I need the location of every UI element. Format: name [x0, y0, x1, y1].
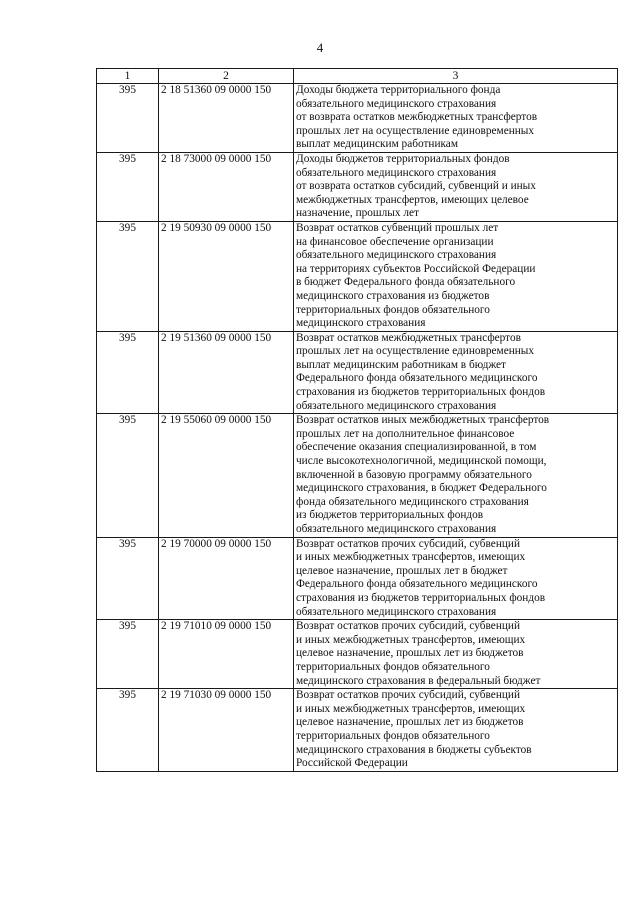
budget-code-cell: 2 18 73000 09 0000 150 — [159, 152, 294, 221]
income-name-line: медицинского страхования в бюджеты субъектов — [296, 743, 532, 756]
income-name-cell — [294, 414, 618, 537]
income-name-line: обязательного медицинского страхования — [296, 97, 497, 110]
income-name-line: медицинского страхования — [296, 317, 426, 330]
admin-code-cell: 395 — [97, 152, 159, 221]
budget-code-cell: 2 19 71010 09 0000 150 — [159, 620, 294, 689]
income-name-line: в бюджет Федерального фонда обязательного — [296, 276, 516, 289]
income-name-line: Доходы бюджетов территориальных фондов — [296, 152, 510, 165]
income-name-line: медицинского страхования, в бюджет Федерального — [296, 482, 547, 495]
income-name-cell — [294, 537, 618, 620]
budget-code-cell: 2 18 51360 09 0000 150 — [159, 84, 294, 153]
budget-code-cell: 2 19 50930 09 0000 150 — [159, 221, 294, 331]
income-name-line: Федерального фонда обязательного медицинского — [296, 372, 538, 385]
income-name-line: страхования из бюджетов территориальных фондов — [296, 386, 546, 399]
budget-code-cell: 2 19 71030 09 0000 150 — [159, 689, 294, 772]
income-name-line: и иных межбюджетных трансфертов, имеющих — [296, 702, 526, 715]
admin-code-cell: 395 — [97, 84, 159, 153]
table-row — [97, 620, 618, 689]
income-name-cell — [294, 84, 618, 153]
income-name-line: Российской Федерации — [296, 757, 408, 770]
table-row — [97, 221, 618, 331]
admin-code-cell: 395 — [97, 537, 159, 620]
income-name-line: обязательного медицинского страхования — [296, 166, 497, 179]
income-name-line: территориальных фондов обязательного — [296, 729, 490, 742]
income-name-line: назначение, прошлых лет — [296, 207, 419, 220]
income-name-line: и иных межбюджетных трансфертов, имеющих — [296, 633, 526, 646]
admin-code-cell: 395 — [97, 689, 159, 772]
income-name-line: медицинского страхования из бюджетов — [296, 289, 490, 302]
table-row — [97, 689, 618, 772]
admin-code-cell: 395 — [97, 221, 159, 331]
income-name-line: числе высокотехнологичной, медицинской помощи, — [296, 455, 547, 468]
income-name-line: выплат медицинским работникам в бюджет — [296, 358, 506, 371]
income-name-line: прошлых лет на осуществление единовременных — [296, 345, 535, 358]
income-name-line: Возврат остатков межбюджетных трансфертов — [296, 331, 521, 344]
income-codes-table — [96, 68, 618, 772]
income-name-line: выплат медицинским работникам — [296, 138, 458, 151]
income-name-line: из бюджетов территориальных фондов — [296, 509, 484, 522]
income-name-line: целевое назначение, прошлых лет из бюджетов — [296, 647, 524, 660]
income-name-line: целевое назначение, прошлых лет из бюджетов — [296, 716, 524, 729]
income-name-cell — [294, 331, 618, 414]
income-name-line: Возврат остатков прочих субсидий, субвенций — [296, 620, 520, 633]
column-header-1: 1 — [97, 69, 159, 84]
income-name-line: обеспечение оказания специализированной, в том — [296, 441, 537, 454]
income-name-line: на территориях субъектов Российской Федерации — [296, 262, 536, 275]
income-name-line: Возврат остатков прочих субсидий, субвенций — [296, 537, 520, 550]
table-row — [97, 537, 618, 620]
income-name-line: страхования из бюджетов территориальных фондов — [296, 591, 546, 604]
admin-code-cell: 395 — [97, 331, 159, 414]
income-name-line: межбюджетных трансфертов, имеющих целевое — [296, 193, 529, 206]
income-name-line: фонда обязательного медицинского страхования — [296, 495, 529, 508]
table-row — [97, 331, 618, 414]
income-name-cell — [294, 620, 618, 689]
page-number: 4 — [316, 40, 324, 55]
income-name-cell — [294, 221, 618, 331]
income-name-line: обязательного медицинского страхования — [296, 523, 497, 535]
income-name-line: территориальных фондов обязательного — [296, 660, 490, 673]
admin-code-cell: 395 — [97, 414, 159, 537]
income-name-line: целевое назначение, прошлых лет в бюджет — [296, 564, 508, 577]
income-name-line: включенной в базовую программу обязательного — [296, 468, 532, 481]
income-name-line: прошлых лет на осуществление единовременных — [296, 124, 535, 137]
income-name-line: Возврат остатков иных межбюджетных трансфертов — [296, 414, 550, 427]
income-name-cell — [294, 152, 618, 221]
income-name-line: и иных межбюджетных трансфертов, имеющих — [296, 551, 526, 564]
income-name-line: обязательного медицинского страхования — [296, 605, 497, 618]
income-name-line: Федерального фонда обязательного медицинского — [296, 578, 538, 591]
income-name-cell — [294, 689, 618, 772]
income-name-line: Возврат остатков прочих субсидий, субвенций — [296, 689, 520, 702]
table-row — [97, 152, 618, 221]
income-name-line: медицинского страхования в федеральный бюджет — [296, 674, 541, 687]
budget-code-cell: 2 19 51360 09 0000 150 — [159, 331, 294, 414]
income-name-line: Возврат остатков субвенций прошлых лет — [296, 221, 499, 234]
income-name-line: обязательного медицинского страхования — [296, 249, 497, 262]
income-name-line: Доходы бюджета территориального фонда — [296, 84, 501, 96]
table-row — [97, 414, 618, 537]
income-name-line: от возврата остатков межбюджетных трансфертов — [296, 111, 538, 124]
income-name-line: на финансовое обеспечение организации — [296, 235, 494, 248]
column-header-3: 3 — [294, 69, 618, 84]
admin-code-cell: 395 — [97, 620, 159, 689]
table-row — [97, 84, 618, 153]
column-header-2: 2 — [159, 69, 294, 84]
income-name-line: обязательного медицинского страхования — [296, 399, 497, 412]
income-name-line: от возврата остатков субсидий, субвенций и иных — [296, 180, 536, 193]
table-header-row — [97, 69, 618, 84]
income-name-line: территориальных фондов обязательного — [296, 303, 490, 316]
budget-code-cell: 2 19 70000 09 0000 150 — [159, 537, 294, 620]
budget-code-cell: 2 19 55060 09 0000 150 — [159, 414, 294, 537]
income-name-line: прошлых лет на дополнительное финансовое — [296, 427, 515, 440]
